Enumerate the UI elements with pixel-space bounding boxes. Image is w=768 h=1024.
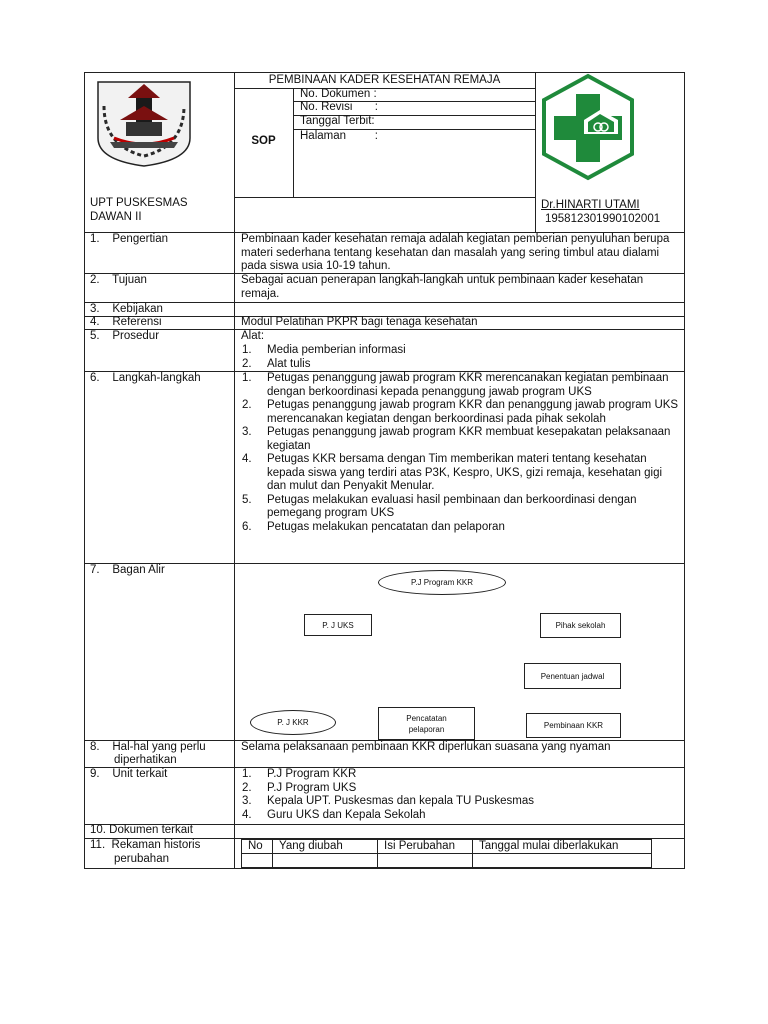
page-field: Halaman : (300, 130, 378, 142)
list-item (242, 344, 672, 358)
list-number: 3. (242, 426, 252, 438)
row-label-rekaman-line2: perubahan (114, 853, 169, 865)
divider (234, 72, 235, 232)
list-text: Guru UKS dan Kepala Sekolah (267, 808, 426, 821)
list-number: 2. (242, 781, 252, 794)
list-number: 4. (242, 808, 252, 821)
doc-number-field: No. Dokumen : (300, 88, 377, 100)
table-cell (273, 854, 378, 868)
referensi-text: Modul Pelatihan PKPR bagi tenaga kesehatan (241, 316, 478, 328)
revision-field: No. Revisi : (300, 101, 378, 113)
list-item (242, 782, 672, 796)
flow-node-pj-program-kkr: P.J Program KKR (378, 570, 506, 595)
list-item (242, 426, 680, 453)
list-item (242, 768, 672, 782)
row-label-prosedur: 5. Prosedur (90, 330, 160, 342)
table-cell (378, 854, 473, 868)
list-number: 5. (242, 493, 252, 506)
row-label-tujuan: 2. Tujuan (90, 274, 147, 286)
list-number: 3. (242, 795, 252, 807)
list-text: Petugas KKR bersama dengan Tim memberikan materi tentang kesehatan kepada siswa yang terdiri atas P3K, Kespro, UKS, gizi remaja, kesehatan gigi dan mulut dan Penyakit Menular. (267, 453, 663, 492)
divider (293, 88, 294, 197)
flow-node-pj-kkr: P. J KKR (250, 710, 336, 735)
sop-title: PEMBINAAN KADER KESEHATAN REMAJA (268, 74, 501, 86)
list-text: P.J Program KKR (267, 768, 357, 780)
divider (84, 563, 685, 564)
divider (84, 302, 685, 303)
pengertian-text: Pembinaan kader kesehatan remaja adalah kegiatan pemberian penyuluhan berupa materi sederhana tentang kesehatan dan masalah yang sering timbul atau dialami pada siswa usia 10-19 tahun. (241, 233, 670, 272)
table-header-cell: Yang diubah (273, 840, 378, 854)
row-label-unit: 9. Unit terkait (90, 768, 168, 780)
list-number: 6. (242, 520, 252, 533)
table-row (242, 854, 652, 868)
list-text: Alat tulis (267, 357, 311, 370)
list-number: 2. (242, 399, 252, 411)
signatory-name: Dr.HINARTI UTAMI (541, 199, 640, 211)
list-text: Petugas melakukan evaluasi hasil pembinaan dan berkoordinasi dengan pemegang program UKS (267, 493, 637, 519)
flow-node-pencatatan-line1: Pencatatan (406, 713, 447, 723)
list-item (242, 358, 672, 372)
signatory-nip: 195812301990102001 (545, 213, 661, 225)
list-number: 1. (242, 344, 252, 356)
list-item (242, 372, 680, 399)
divider (234, 88, 535, 89)
table-header-cell: Isi Perubahan (378, 840, 473, 854)
row-label-kebijakan: 3. Kebijakan (90, 303, 163, 315)
institution-emblem-logo (90, 76, 198, 168)
tujuan-text: Sebagai acuan penerapan langkah-langkah untuk pembinaan kader kesehatan remaja. (241, 274, 644, 300)
divider (234, 197, 535, 198)
list-text: Media pemberian informasi (267, 344, 406, 356)
row-label-hal-line2: diperhatikan (114, 754, 177, 766)
list-text: P.J Program UKS (267, 781, 357, 794)
table-header-cell: No (242, 840, 273, 854)
list-text: Petugas penanggung jawab program KKR membuat kesepakatan pelaksanaan kegiatan (267, 426, 671, 452)
list-number: 1. (242, 372, 252, 384)
row-label-dokumen: 10. Dokumen terkait (90, 824, 193, 836)
table-header-cell: Tanggal mulai diberlakukan (473, 840, 652, 854)
institution-name-line2: DAWAN II (90, 211, 142, 223)
table-cell (473, 854, 652, 868)
flow-node-pj-uks: P. J UKS (304, 614, 372, 636)
divider (535, 72, 536, 232)
flow-node-penentuan-jadwal: Penentuan jadwal (524, 663, 621, 689)
publish-date-field: Tanggal Terbit: (300, 115, 375, 127)
flow-node-pencatatan (378, 707, 475, 740)
list-number: 2. (242, 357, 252, 370)
prosedur-list (242, 344, 672, 371)
row-label-rekaman-line1: 11. Rekaman historis (90, 839, 201, 851)
row-label-referensi: 4. Referensi (90, 316, 162, 328)
list-text: Petugas penanggung jawab program KKR dan penanggung jawab program UKS merencanakan kegiatan dengan berkoordinasi pada pihak sekolah (267, 399, 679, 425)
list-item (242, 399, 680, 426)
flow-node-pihak-sekolah: Pihak sekolah (540, 613, 621, 638)
flow-node-pembinaan-kkr: Pembinaan KKR (526, 713, 621, 738)
row-label-pengertian: 1. Pengertian (90, 233, 168, 245)
langkah-list (242, 372, 680, 534)
list-number: 4. (242, 453, 252, 465)
health-cross-logo (540, 72, 636, 184)
prosedur-intro: Alat: (241, 330, 265, 342)
hal-text: Selama pelaksanaan pembinaan KKR diperlukan suasana yang nyaman (241, 741, 611, 753)
revision-history-table (241, 839, 652, 868)
list-item (242, 809, 672, 823)
list-item (242, 795, 672, 809)
list-item (242, 453, 680, 494)
divider (234, 232, 235, 869)
institution-name-line1: UPT PUSKESMAS (90, 197, 188, 209)
table-cell (242, 854, 273, 868)
list-text: Petugas melakukan pencatatan dan pelaporan (267, 520, 505, 533)
unit-list (242, 768, 672, 822)
row-label-hal-line1: 8. Hal-hal yang perlu (90, 741, 206, 753)
sop-label: SOP (251, 135, 276, 147)
row-label-langkah: 6. Langkah-langkah (90, 372, 201, 384)
row-label-bagan: 7. Bagan Alir (90, 564, 165, 576)
list-text: Kepala UPT. Puskesmas dan kepala TU Puskesmas (267, 795, 534, 807)
list-number: 1. (242, 768, 252, 780)
list-item (242, 494, 680, 521)
table-header-row (242, 840, 652, 854)
flow-node-pencatatan-line2: pelaporan (408, 724, 445, 734)
list-text: Petugas penanggung jawab program KKR merencanakan kegiatan pembinaan dengan berkoordinasi kepada penanggung jawab program UKS (267, 372, 669, 398)
list-item (242, 521, 680, 535)
